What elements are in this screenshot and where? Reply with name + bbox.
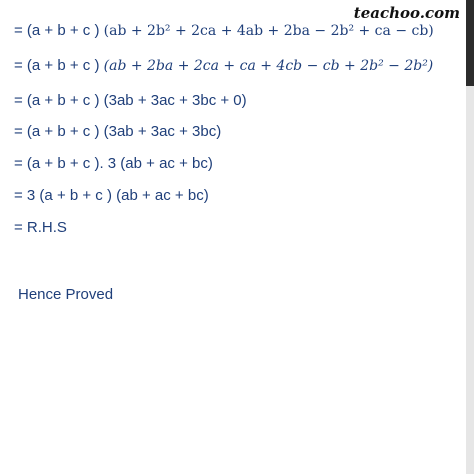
step-1-math: (ab + 2b² + 2ca + 4ab + 2ba − 2b² + ca − cb)	[103, 23, 434, 39]
teachoo-logo: teachoo.com	[353, 4, 460, 22]
step-1-prefix: = (a + b + c )	[14, 22, 104, 39]
vertical-scrollbar[interactable]	[466, 0, 474, 474]
step-line-2	[14, 57, 433, 74]
step-2-prefix: = (a + b + c )	[14, 57, 104, 74]
step-line-6: = 3 (a + b + c ) (ab + ac + bc)	[14, 187, 209, 204]
step-line-7: = R.H.S	[14, 219, 67, 236]
step-line-5: = (a + b + c ). 3 (ab + ac + bc)	[14, 155, 213, 172]
step-line-4: = (a + b + c ) (3ab + 3ac + 3bc)	[14, 123, 222, 140]
step-2-math: (ab + 2ba + 2ca + ca + 4cb − cb + 2b² − 2b²)	[103, 58, 434, 74]
scrollbar-thumb[interactable]	[466, 0, 474, 86]
step-line-1	[14, 22, 434, 39]
hence-proved-text: Hence Proved	[18, 286, 114, 303]
step-line-3: = (a + b + c ) (3ab + 3ac + 3bc + 0)	[14, 92, 247, 109]
